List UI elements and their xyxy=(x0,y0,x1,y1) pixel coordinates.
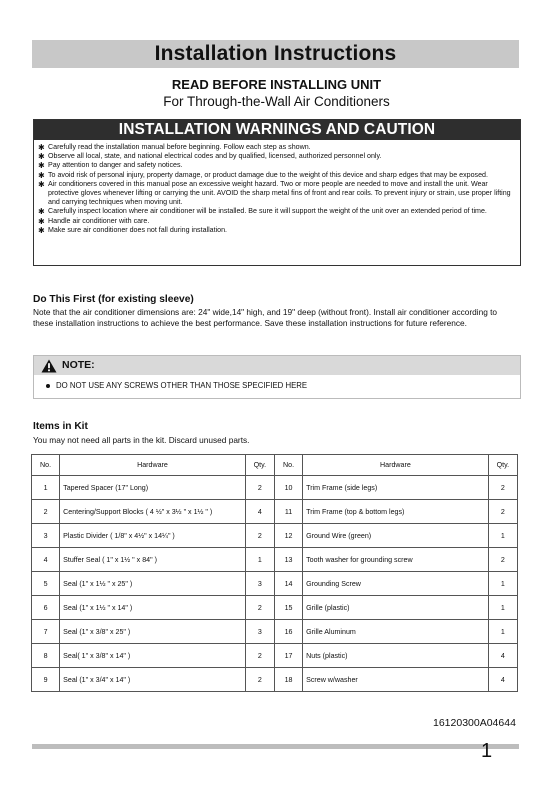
document-number: 16120300A04644 xyxy=(433,717,516,729)
warning-item: ✱ Pay attention to danger and safety notices. xyxy=(38,161,183,171)
table-row xyxy=(32,500,518,524)
warning-item: ✱ Handle air conditioner with care. xyxy=(38,216,150,226)
asterisk-icon: ✱ xyxy=(38,207,45,217)
note-box xyxy=(33,355,521,399)
item-hardware: Grille (plastic) xyxy=(303,596,489,620)
items-in-kit-heading: Items in Kit xyxy=(33,421,88,432)
title-banner xyxy=(32,40,519,68)
col-header-qty: Qty. xyxy=(245,455,274,476)
item-number: 11 xyxy=(274,500,302,524)
item-qty: 1 xyxy=(488,524,517,548)
table-row xyxy=(32,596,518,620)
warnings-list xyxy=(34,140,520,235)
item-hardware: Stuffer Seal ( 1" x 1½ " x 84" ) xyxy=(60,548,246,572)
note-label: NOTE: xyxy=(62,359,95,371)
do-this-first-text: Note that the air conditioner dimensions are: 24" wide,14" high, and 19" deep (without front). Install air conditioner according to these installation instructions to achieve the best performance. Save these installation instructions for future reference. xyxy=(33,307,498,329)
item-number: 8 xyxy=(32,644,60,668)
do-this-first-heading: Do This First (for existing sleeve) xyxy=(33,294,194,305)
item-qty: 1 xyxy=(488,572,517,596)
item-number: 1 xyxy=(32,476,60,500)
item-number: 13 xyxy=(274,548,302,572)
col-header-qty: Qty. xyxy=(488,455,517,476)
item-hardware: Grounding Screw xyxy=(303,572,489,596)
table-row xyxy=(32,620,518,644)
item-hardware: Seal (1" x 3/4" x 14" ) xyxy=(60,668,246,692)
item-hardware: Tooth washer for grounding screw xyxy=(303,548,489,572)
asterisk-icon: ✱ xyxy=(38,225,45,235)
item-number: 2 xyxy=(32,500,60,524)
item-hardware: Trim Frame (side legs) xyxy=(303,476,489,500)
item-qty: 2 xyxy=(488,476,517,500)
col-header-no: No. xyxy=(32,455,60,476)
item-number: 4 xyxy=(32,548,60,572)
asterisk-icon: ✱ xyxy=(38,152,45,162)
item-number: 7 xyxy=(32,620,60,644)
item-hardware: Centering/Support Blocks ( 4 ½" x 3½ " x 1½ " ) xyxy=(60,500,246,524)
warning-item: ✱ To avoid risk of personal injury, property damage, or product damage due to the weight of this device and sharp edges that may be exposed. xyxy=(38,170,488,180)
item-qty: 4 xyxy=(488,644,517,668)
item-hardware: Screw w/washer xyxy=(303,668,489,692)
item-hardware: Trim Frame (top & bottom legs) xyxy=(303,500,489,524)
item-qty: 2 xyxy=(245,596,274,620)
item-number: 17 xyxy=(274,644,302,668)
item-qty: 2 xyxy=(488,548,517,572)
table-header-row xyxy=(32,455,518,476)
warnings-box xyxy=(33,119,521,266)
page-number: 1 xyxy=(481,740,493,762)
asterisk-icon: ✱ xyxy=(38,170,45,180)
item-qty: 3 xyxy=(245,572,274,596)
table-row xyxy=(32,548,518,572)
table-row xyxy=(32,572,518,596)
col-header-hardware: Hardware xyxy=(303,455,489,476)
item-hardware: Nuts (plastic) xyxy=(303,644,489,668)
asterisk-icon: ✱ xyxy=(38,179,45,189)
warnings-heading: INSTALLATION WARNINGS AND CAUTION xyxy=(34,120,520,140)
col-header-no: No. xyxy=(274,455,302,476)
warning-item: ✱ Make sure air conditioner does not fall during installation. xyxy=(38,225,228,235)
item-qty: 1 xyxy=(488,620,517,644)
warning-item: ✱ Observe all local, state, and national electrical codes and by qualified, licensed, authorized personnel only. xyxy=(38,152,382,162)
item-number: 12 xyxy=(274,524,302,548)
note-item: DO NOT USE ANY SCREWS OTHER THAN THOSE SPECIFIED HERE xyxy=(46,381,307,390)
item-hardware: Plastic Divider ( 1/8" x 4½" x 14¼" ) xyxy=(60,524,246,548)
table-row xyxy=(32,668,518,692)
product-subtitle: For Through-the-Wall Air Conditioners xyxy=(163,94,390,109)
item-qty: 4 xyxy=(488,668,517,692)
item-hardware: Grille Aluminum xyxy=(303,620,489,644)
item-hardware: Tapered Spacer (17" Long) xyxy=(60,476,246,500)
item-qty: 1 xyxy=(488,596,517,620)
read-before-heading: READ BEFORE INSTALLING UNIT xyxy=(171,77,382,92)
page-title: Installation Instructions xyxy=(154,42,397,65)
item-qty: 2 xyxy=(245,644,274,668)
item-qty: 2 xyxy=(245,524,274,548)
item-hardware: Seal (1" x 1½ " x 25" ) xyxy=(60,572,246,596)
note-header xyxy=(34,356,520,375)
item-qty: 2 xyxy=(488,500,517,524)
item-qty: 3 xyxy=(245,620,274,644)
footer-bar xyxy=(32,744,519,749)
item-qty: 2 xyxy=(245,476,274,500)
item-hardware: Seal (1" x 3/8" x 25" ) xyxy=(60,620,246,644)
item-number: 15 xyxy=(274,596,302,620)
item-number: 9 xyxy=(32,668,60,692)
table-row xyxy=(32,644,518,668)
asterisk-icon: ✱ xyxy=(38,143,45,152)
item-qty: 1 xyxy=(245,548,274,572)
item-number: 3 xyxy=(32,524,60,548)
warning-triangle-icon xyxy=(41,359,57,373)
asterisk-icon: ✱ xyxy=(38,216,45,226)
items-in-kit-subtext: You may not need all parts in the kit. Discard unused parts. xyxy=(33,435,250,445)
kit-table xyxy=(31,454,518,692)
item-number: 16 xyxy=(274,620,302,644)
item-qty: 2 xyxy=(245,668,274,692)
warning-item: ✱ Carefully inspect location where air conditioner will be installed. Be sure it will support the weight of the unit over an extended period of time. xyxy=(38,207,487,217)
warning-item: ✱ Air conditioners covered in this manual pose an excessive weight hazard. Two or more people are needed to move and install the unit. Wear protective gloves whenever lifting or carrying the unit. AVOID the sharp metal fins of front and rear coils. To prevent injury or strain, use proper lifting and carrying techniques when moving unit. xyxy=(38,179,511,207)
item-hardware: Seal( 1" x 3/8" x 14" ) xyxy=(60,644,246,668)
item-qty: 4 xyxy=(245,500,274,524)
col-header-hardware: Hardware xyxy=(60,455,246,476)
asterisk-icon: ✱ xyxy=(38,161,45,171)
table-row xyxy=(32,476,518,500)
item-hardware: Ground Wire (green) xyxy=(303,524,489,548)
item-number: 14 xyxy=(274,572,302,596)
table-row xyxy=(32,524,518,548)
item-hardware: Seal (1" x 1½ " x 14" ) xyxy=(60,596,246,620)
bullet-icon xyxy=(46,384,50,388)
warning-item: ✱ Carefully read the installation manual before beginning. Follow each step as shown. xyxy=(38,143,311,152)
item-number: 6 xyxy=(32,596,60,620)
item-number: 18 xyxy=(274,668,302,692)
item-number: 5 xyxy=(32,572,60,596)
item-number: 10 xyxy=(274,476,302,500)
